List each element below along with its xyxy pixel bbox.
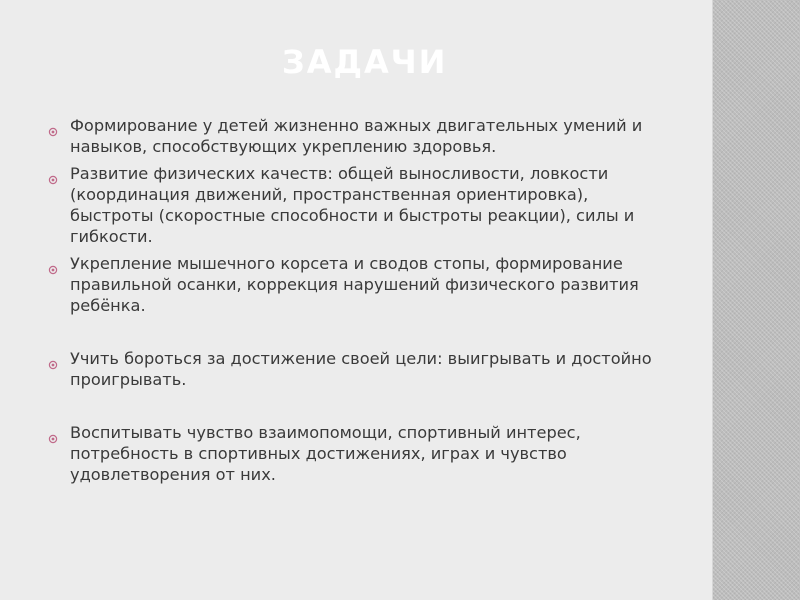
list-item — [48, 253, 668, 316]
bullet-list — [48, 115, 668, 491]
decorative-side-panel — [712, 0, 800, 600]
slide-title: ЗАДАЧИ — [282, 43, 448, 81]
circle-bullet-icon — [48, 259, 58, 269]
list-item — [48, 422, 668, 485]
circle-bullet-icon — [48, 428, 58, 438]
list-item — [48, 163, 668, 247]
bullet-text: Воспитывать чувство взаимопомощи, спортивный интерес, потребность в спортивных достижениях, играх и чувство удовлетворения от них. — [70, 423, 581, 484]
bullet-text: Формирование у детей жизненно важных двигательных умений и навыков, способствующих укреплению здоровья. — [70, 116, 643, 156]
list-item — [48, 348, 668, 390]
list-item — [48, 115, 668, 157]
bullet-text: Учить бороться за достижение своей цели: выигрывать и достойно проигрывать. — [70, 349, 652, 389]
circle-bullet-icon — [48, 121, 58, 131]
bullet-text: Укрепление мышечного корсета и сводов стопы, формирование правильной осанки, коррекция нарушений физического развития ребёнка. — [70, 254, 639, 315]
bullet-text: Развитие физических качеств: общей выносливости, ловкости (координация движений, пространственная ориентировка), быстроты (скоростные способности и быстроты реакции), силы и гибкости. — [70, 164, 635, 246]
circle-bullet-icon — [48, 354, 58, 364]
circle-bullet-icon — [48, 169, 58, 179]
